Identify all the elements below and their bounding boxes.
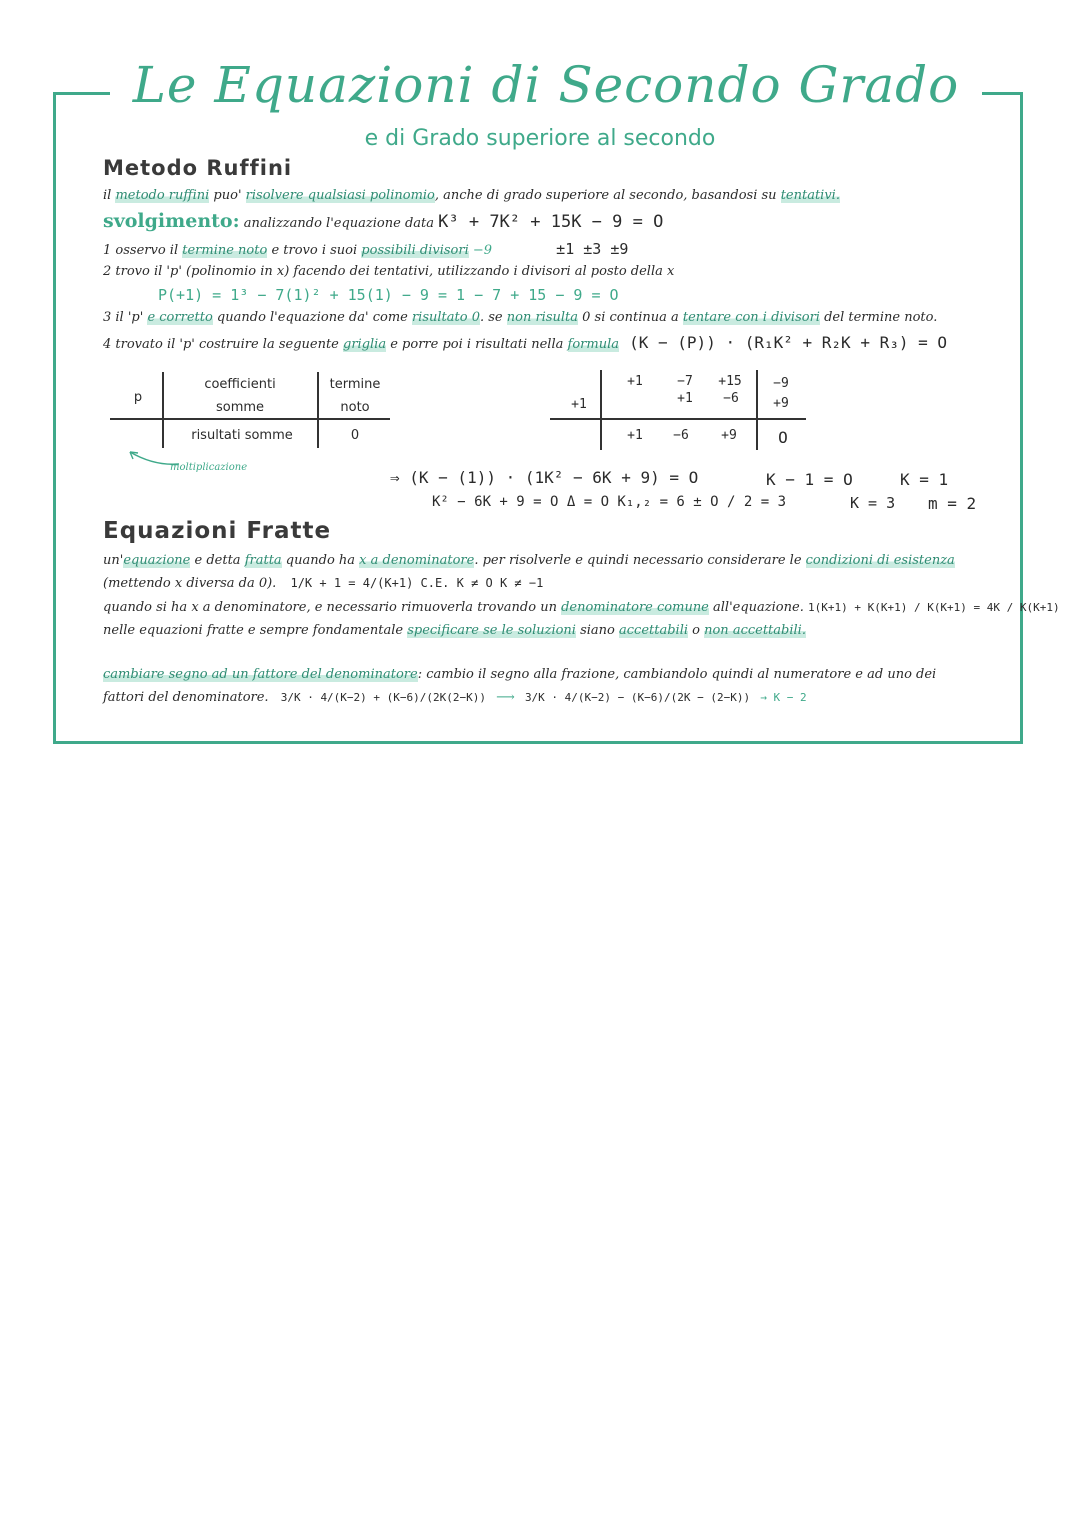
example-result-1: +1 <box>627 428 643 443</box>
result-m: m = 2 <box>928 494 977 513</box>
fratte-heading: Equazioni Fratte <box>103 518 332 544</box>
result-k1b: K = 1 <box>900 470 949 489</box>
example-vline-2 <box>756 370 758 450</box>
ruffini-intro: il metodo ruffini puo' risolvere qualsiasi polinomio, anche di grado superiore al secondo, basandosi su tentativi. <box>103 188 840 203</box>
grid-somme: somme <box>215 400 265 415</box>
grid-hline <box>110 418 390 420</box>
example-result-4: O <box>778 428 788 447</box>
grid-noto: noto <box>340 400 370 415</box>
fratte-line-2: (mettendo x diversa da 0). 1/K + 1 = 4/(K+1) C.E. K ≠ O K ≠ −1 <box>103 576 544 591</box>
ruffini-heading: Metodo Ruffini <box>103 156 293 180</box>
grid-p-label: p <box>133 390 143 405</box>
example-coeff-3: +15 <box>718 374 742 389</box>
arrow-right-icon: ⟶ <box>496 690 515 705</box>
result-line-2: K² − 6K + 9 = O Δ = O K₁,₂ = 6 ± O / 2 = 3 <box>432 494 787 510</box>
grid-risultati-somme: risultati somme <box>191 428 293 443</box>
grid-zero: 0 <box>350 428 360 443</box>
result-k1: K − 1 = O <box>766 470 853 489</box>
example-vline-1 <box>600 370 602 450</box>
result-line-1: ⇒ (K − (1)) · (1K² − 6K + 9) = O <box>390 468 699 487</box>
grid-vline-2 <box>317 372 319 448</box>
fratte-line-3: quando si ha x a denominatore, e necessario rimuoverla trovando un denominatore comune all'equazione. 1(K+1) + K(K+1) / K(K+1) = 4K / K(K+1) <box>103 600 1060 615</box>
example-coeff-1: +1 <box>627 374 643 389</box>
fratte-line-4: nelle equazioni fratte e sempre fondamentale specificare se le soluzioni siano accettabili o non accettabili. <box>103 623 806 638</box>
fratte-line-5: cambiare segno ad un fattore del denominatore: cambio il segno alla frazione, cambiandolo quindi al numeratore e ad uno dei <box>103 667 937 682</box>
page-subtitle: e di Grado superiore al secondo <box>364 126 716 151</box>
example-product-2: −6 <box>723 391 739 406</box>
example-product-1: +1 <box>677 391 693 406</box>
example-p: +1 <box>571 397 587 412</box>
example-result-3: +9 <box>721 428 737 443</box>
example-hline <box>550 418 806 420</box>
svolgimento-line: svolgimento: analizzando l'equazione data K³ + 7K² + 15K − 9 = O <box>103 210 664 232</box>
example-coeff-4: −9 <box>773 376 789 391</box>
step-1: 1 osservo il termine noto e trovo i suoi possibili divisori −9 ±1 ±3 ±9 <box>103 240 629 258</box>
step-2: 2 trovo il 'p' (polinomio in x) facendo dei tentativi, utilizzando i divisori al posto della x <box>103 264 675 279</box>
page-title: Le Equazioni di Secondo Grado <box>110 56 982 114</box>
grid-vline-1 <box>162 372 164 448</box>
fratte-line-6: fattori del denominatore. 3/K · 4/(K−2) + (K−6)/(2K(2−K)) ⟶ 3/K · 4/(K−2) − (K−6)/(2K − (2−K)) → K − 2 <box>103 690 807 705</box>
result-k3: K = 3 <box>850 494 896 512</box>
example-result-2: −6 <box>673 428 689 443</box>
example-product-3: +9 <box>773 396 789 411</box>
fratte-line-1: un'equazione e detta fratta quando ha x a denominatore. per risolverle e quindi necessario considerare le condizioni di esistenza <box>103 553 955 568</box>
step-2-calculation: P(+1) = 1³ − 7(1)² + 15(1) − 9 = 1 − 7 + 15 − 9 = O <box>158 286 619 304</box>
example-coeff-2: −7 <box>677 374 693 389</box>
step-4: 4 trovato il 'p' costruire la seguente griglia e porre poi i risultati nella formula (K − (P)) · (R₁K² + R₂K + R₃) = O <box>103 333 948 352</box>
grid-moltiplicazione: moltiplicazione <box>170 462 248 473</box>
grid-coefficienti: coefficienti <box>204 377 276 392</box>
grid-termine: termine <box>329 377 381 392</box>
step-3: 3 il 'p' e corretto quando l'equazione da' come risultato 0. se non risulta 0 si continua a tentare con i divisori del termine noto. <box>103 310 938 325</box>
